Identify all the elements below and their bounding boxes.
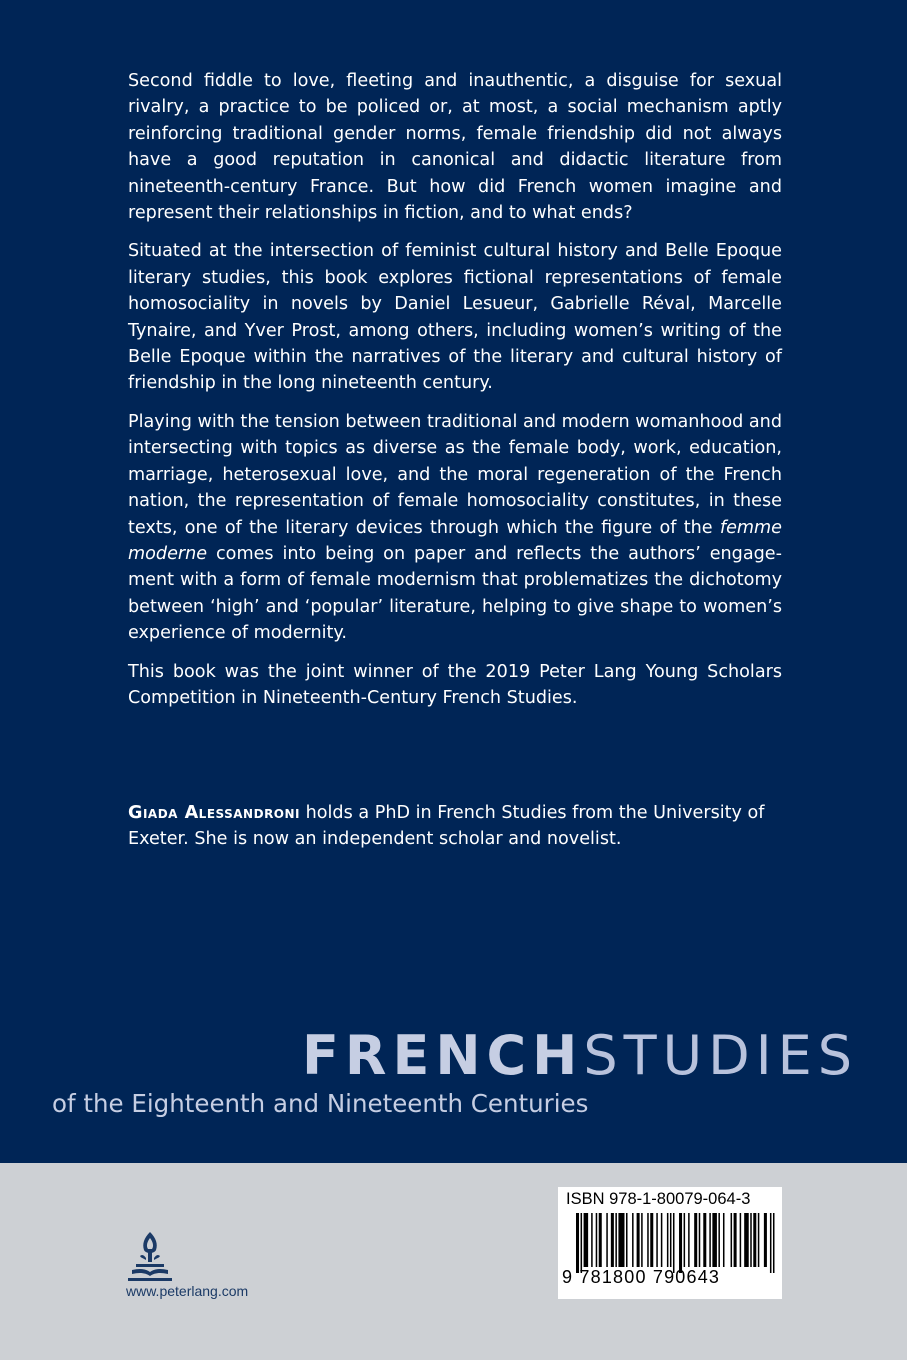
- barcode-bar: [615, 1213, 617, 1267]
- barcode-bar: [718, 1213, 720, 1267]
- barcode-bar: [656, 1213, 658, 1267]
- barcode-bar: [632, 1213, 634, 1267]
- peter-lang-tree-logo-icon: [124, 1228, 176, 1286]
- blurb-p3-text-after: comes into being on paper and reflects the authors’ engagement with a form of female modernism that problematizes the dichotomy between ‘high’ and ‘popular’ literature, helping to give shape to women’s experience of modernity.: [128, 543, 782, 644]
- barcode-bar: [712, 1213, 717, 1267]
- blurb-paragraph-3: [128, 409, 782, 647]
- author-bio: [128, 800, 782, 853]
- barcode-bar: [770, 1213, 772, 1273]
- barcode-bar: [670, 1213, 672, 1267]
- barcode-bar: [750, 1213, 752, 1267]
- barcode-bar: [740, 1213, 742, 1267]
- blurb-paragraph-4: This book was the joint winner of the 2019 Peter Lang Young Scholars Competition in Nineteenth-Century French Studies.: [128, 661, 782, 708]
- barcode-bar: [753, 1213, 756, 1267]
- barcode-bar: [764, 1213, 767, 1267]
- barcode-bar: [599, 1213, 602, 1267]
- blurb-paragraph-2: Situated at the intersection of feminist cultural history and Belle Epoque literary studies, this book explores fictional representations of female homosociality in novels by Daniel Lesueur, Gabrielle Réval, Marcelle Tynaire, and Yver Prost, among others, including women’s writing of the Belle Epoque within the narratives of the literary and cultural history of friendship in the long nineteenth century.: [128, 241, 782, 394]
- publisher-website: www.peterlang.com: [126, 1283, 249, 1299]
- series-subtitle: of the Eighteenth and Nineteenth Centuries: [52, 1089, 589, 1118]
- barcode-bar: [709, 1213, 711, 1267]
- barcode-bar: [618, 1213, 624, 1267]
- barcode-bar: [637, 1213, 640, 1267]
- barcode-bar: [606, 1213, 608, 1267]
- barcode-bar: [703, 1213, 706, 1267]
- barcode-bar: [667, 1213, 669, 1267]
- barcode-bar: [661, 1213, 663, 1267]
- blurb-paragraph-1: Second fiddle to love, fleeting and inauthentic, a disguise for sexual rivalry, a practice to be policed or, at most, a social mechanism aptly reinforcing traditional gender norms, female friendship did not always have a good reputation in canonical and didactic literature from nineteenth-century France. But how did French women imagine and represent their relationships in fiction, and to what ends?: [128, 71, 782, 224]
- barcode-bar: [581, 1213, 583, 1273]
- series-title: [302, 1026, 858, 1086]
- author-name: Giada Alessandroni: [128, 803, 301, 823]
- barcode-bar: [758, 1213, 760, 1267]
- barcode-bar: [647, 1213, 649, 1267]
- barcode-bar: [591, 1213, 593, 1267]
- series-title-bold: FRENCH: [302, 1024, 584, 1087]
- barcode-bar: [641, 1213, 643, 1267]
- isbn-barcode: [558, 1187, 782, 1299]
- blurb-p3-text-before: Playing with the tension between traditional and modern womanhood and intersecting with topics as diverse as the female body, work, education, marriage, heterosexual love, and the moral regeneration of the French nation, the representation of female homosociality constitutes, in these texts, one of the literary devices through which the figure of the: [128, 411, 782, 538]
- barcode-bar: [584, 1213, 589, 1267]
- barcode-bar: [773, 1213, 775, 1273]
- barcode-bar: [688, 1213, 690, 1267]
- barcode-bar: [576, 1213, 579, 1273]
- barcode-bar: [734, 1213, 737, 1267]
- barcode-bar: [744, 1213, 749, 1267]
- barcode-bar: [684, 1213, 686, 1267]
- barcode-bar: [694, 1213, 697, 1267]
- series-title-light: STUDIES: [583, 1024, 859, 1087]
- author-bio-text: holds a PhD in French Studies from the University of Exeter. She is now an independent scholar and novelist.: [128, 803, 765, 850]
- barcode-bar: [723, 1213, 725, 1267]
- barcode-number: 9 781800 790643: [562, 1267, 721, 1287]
- barcode-bar: [626, 1213, 628, 1267]
- blurb-p3-italic-term: femme moderne: [128, 517, 782, 564]
- barcode-bar: [596, 1213, 598, 1267]
- barcode-bar: [611, 1213, 614, 1267]
- barcode-bar: [673, 1213, 675, 1273]
- barcode-bar: [679, 1213, 682, 1273]
- barcode-bar: [731, 1213, 733, 1267]
- barcode-bar: [699, 1213, 701, 1267]
- barcode-bar: [650, 1213, 653, 1267]
- book-blurb: [128, 68, 782, 723]
- isbn-label: ISBN 978-1-80079-064-3: [566, 1190, 751, 1208]
